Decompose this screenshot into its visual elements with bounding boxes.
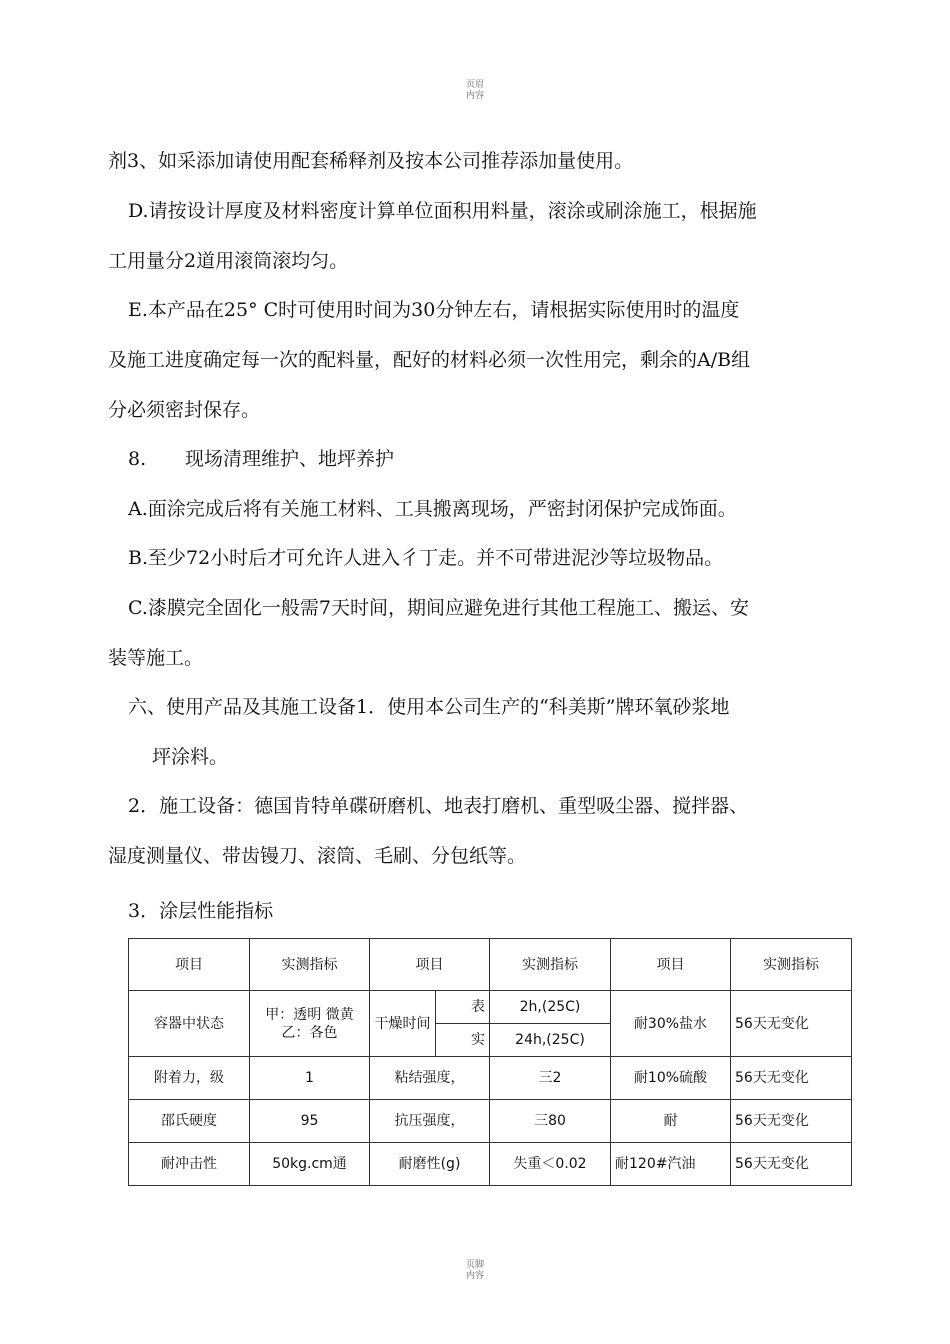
table-cell: 甲：透明 微黄 乙：各色 xyxy=(250,991,370,1057)
header-line-1: 页眉 xyxy=(465,80,484,90)
section-6-line1: 六、使用产品及其施工设备1．使用本公司生产的“科美斯”牌环氧砂浆地 xyxy=(128,696,730,718)
table-header-row xyxy=(129,939,852,991)
table-cell: 1 xyxy=(250,1057,370,1100)
header-cell: 项目 xyxy=(611,939,731,991)
paragraph-b: B.至少72小时后才可允许人进入彳丁走。并不可带进泥沙等垃圾物品。 xyxy=(128,547,724,569)
table-cell: 95 xyxy=(250,1100,370,1143)
table-cell: 干燥时间 xyxy=(370,991,436,1057)
page-header xyxy=(0,80,950,102)
table-cell: 耐30%盐水 xyxy=(611,991,731,1057)
footer-line-2: 内容 xyxy=(465,1271,484,1281)
header-cell: 实测指标 xyxy=(731,939,852,991)
table-row xyxy=(129,991,852,1024)
header-line-2: 内容 xyxy=(465,91,484,101)
table-cell: 附着力，级 xyxy=(129,1057,250,1100)
performance-title: 3．涂层性能指标 xyxy=(128,900,274,922)
footer-line-1: 页脚 xyxy=(465,1260,484,1270)
page-footer xyxy=(0,1260,950,1282)
table-cell: 24h,(25C) xyxy=(490,1024,611,1057)
table-cell: 邵氏硬度 xyxy=(129,1100,250,1143)
equipment-line1: 2．施工设备：德国肯特单碟研磨机、地表打磨机、重型吸尘器、搅拌器、 xyxy=(128,795,749,817)
table-cell: 耐磨性(g) xyxy=(370,1143,490,1186)
equipment-line2: 湿度测量仪、带齿镘刀、滚筒、毛刷、分包纸等。 xyxy=(108,845,527,867)
table-cell: 抗压强度， xyxy=(370,1100,490,1143)
paragraph-d-line2: 工用量分2道用滚筒滚均匀。 xyxy=(108,250,349,272)
section-6-line2: 坪涂料。 xyxy=(152,746,229,768)
table-cell: 2h,(25C) xyxy=(490,991,611,1024)
table-row xyxy=(129,1143,852,1186)
paragraph-c-line2: 装等施工。 xyxy=(108,647,204,669)
section-8-title: 现场清理维护、地坪养护 xyxy=(185,448,395,470)
table-cell: 三80 xyxy=(490,1100,611,1143)
header-cell: 实测指标 xyxy=(490,939,611,991)
table-cell: 50kg.cm通 xyxy=(250,1143,370,1186)
header-cell: 实测指标 xyxy=(250,939,370,991)
header-cell: 项目 xyxy=(370,939,490,991)
table-cell: 失重＜0.02 xyxy=(490,1143,611,1186)
table-cell: 容器中状态 xyxy=(129,991,250,1057)
paragraph-e-line1: E.本产品在25° C时可使用时间为30分钟左右，请根据实际使用时的温度 xyxy=(128,299,740,321)
header-cell: 项目 xyxy=(129,939,250,991)
section-8-number: 8. xyxy=(128,448,147,470)
table-cell: 56天无变化 xyxy=(731,1057,852,1100)
paragraph-d-line1: D.请按设计厚度及材料密度计算单位面积用料量，滚涂或刷涂施工，根据施 xyxy=(128,200,757,222)
table-cell: 耐120#汽油 xyxy=(611,1143,731,1186)
table-cell: 三2 xyxy=(490,1057,611,1100)
table-cell: 耐 xyxy=(611,1100,731,1143)
paragraph-e-line2: 及施工进度确定每一次的配料量，配好的材料必须一次性用完，剩余的A/B组 xyxy=(108,349,751,371)
paragraph-a: A.面涂完成后将有关施工材料、工具搬离现场，严密封闭保护完成饰面。 xyxy=(128,498,737,520)
table-row xyxy=(129,1057,852,1100)
paragraph-c-line1: C.漆膜完全固化一般需7天时间，期间应避免进行其他工程施工、搬运、安 xyxy=(128,597,749,619)
performance-table xyxy=(128,938,852,1186)
table-cell: 粘结强度， xyxy=(370,1057,490,1100)
table-row xyxy=(129,1100,852,1143)
table-cell: 56天无变化 xyxy=(731,991,852,1057)
paragraph-additive: 剂3、如采添加请使用配套稀释剂及按本公司推荐添加量使用。 xyxy=(108,150,634,172)
table-cell: 耐10%硫酸 xyxy=(611,1057,731,1100)
table-cell: 耐冲击性 xyxy=(129,1143,250,1186)
table-cell: 56天无变化 xyxy=(731,1143,852,1186)
table-cell: 56天无变化 xyxy=(731,1100,852,1143)
table-cell: 实 xyxy=(436,1024,490,1057)
paragraph-e-line3: 分必须密封保存。 xyxy=(108,399,261,421)
table-cell: 表 xyxy=(436,991,490,1024)
